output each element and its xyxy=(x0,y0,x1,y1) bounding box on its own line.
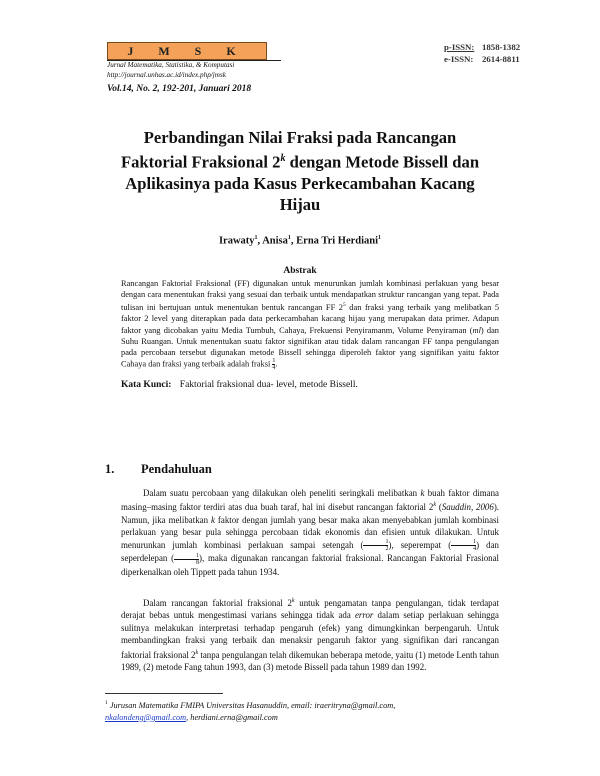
math-sup: k xyxy=(291,598,295,604)
para-text: Dalam rancangan faktorial fraksional 2 xyxy=(143,597,292,608)
para-text: , maka digunakan rancangan faktorial fraksional. Rancangan Faktorial Frasional diperkenalkan oleh Tippett pada tahun 1934. xyxy=(121,553,499,577)
abstract-heading: Abstrak xyxy=(283,266,317,276)
title-line-3: Aplikasinya pada Kasus Perkecambahan Kacang xyxy=(125,173,475,193)
math-var: k xyxy=(420,488,425,498)
author-affil: 1 xyxy=(254,235,258,241)
para-text: , seperempat xyxy=(391,539,449,550)
fraction-denominator: 4 xyxy=(272,365,276,372)
math-sup: k xyxy=(195,649,199,656)
e-issn-label: e-ISSN: xyxy=(444,54,474,64)
author-affil: 1 xyxy=(287,235,291,241)
math-var: k xyxy=(211,514,215,525)
footnote-mark: 1 xyxy=(105,700,108,706)
footnote-rule xyxy=(105,693,223,694)
para-text: ( xyxy=(436,502,442,513)
para-text: dalam setiap perlakuan sehingga sulitnya melakukan interpretasi terhadap pengaruh (efek) yang dimungkinkan berpengaruh. Untuk membandingkan fraksi yang terbaik dan menaksir pengaruh faktor yang signifikan dari rancangan faktorial fraksional 2 xyxy=(121,610,499,660)
author-list xyxy=(100,235,500,247)
fraction-denominator: 4 xyxy=(473,546,477,553)
fraction-denominator: 2 xyxy=(385,546,389,553)
author-name: Erna Tri Herdiani xyxy=(296,235,379,247)
abstract-sup: 5 xyxy=(342,302,346,309)
title-line-2a: Faktorial Fraksional 2 xyxy=(120,152,281,172)
e-issn xyxy=(444,54,520,64)
keywords-label: Kata Kunci: xyxy=(121,380,172,390)
footnote-text: , herdiani.erna@gmail.com xyxy=(186,712,278,722)
footnote-text: Jurusan Matematika FMIPA Universitas Hasanuddin, email: iraeritryna@gmail.com, xyxy=(107,700,396,710)
author-sep: , xyxy=(257,235,263,247)
para-text: Dalam suatu percobaan yang dilakukan oleh peneliti seringkali melibatkan xyxy=(143,488,421,498)
fraction-half xyxy=(363,539,388,552)
author-name: Anisa xyxy=(262,235,288,247)
fraction-quarter xyxy=(451,539,476,552)
abstract-part: dan fraksi yang terbaik yang melibatkan 5 faktor 2 level yang diterapkan pada data perkecambahan kacang hijau yang merupakan data primer. Adapun faktor yang dicobakan yaitu Media Tumbuh, Cahaya, Frekuensi Penyiramanm, Volume Penyiraman ( xyxy=(121,303,500,335)
journal-volume: Vol.14, No. 2, 192-201, Januari 2018 xyxy=(107,84,252,94)
math-sup: k xyxy=(433,502,437,509)
fraction-numerator: 1 xyxy=(174,553,199,560)
fraction-numerator: 1 xyxy=(272,358,276,365)
abstract-end: . xyxy=(275,359,278,369)
intro-paragraph-1: Dalam suatu percobaan yang dilakukan oleh peneliti seringkali melibatkan k buah faktor dimana masing–masing faktor terdiri atas dua buah taraf, hal ini disebut rancangan faktorial 2$^k$ (Sauddin, 2006). Namun, jika melibatkan k faktor dengan jumlah yang besar maka akan menyebabkan jumlah kombinasi perlakuan yang besar pula sehingga percobaan tidak ekonomis dan efisien untuk dilakukan. Untuk menurunkan jumlah kombinasi perlakuan sampai setengah ( $\frac{1}{2}$ ), seperempat ( $\frac{1}{4}$ ) dan seperdelepan ( $\frac{1}{8}$ ), maka digunakan rancangan faktorial fraksional. Rancangan Faktorial Frasional diperkenalkan oleh Tippett pada tahun 1934. xyxy=(121,488,499,577)
fraction-eighth xyxy=(174,553,199,566)
p-issn xyxy=(444,42,521,52)
fraction-denominator: 8 xyxy=(196,559,200,566)
author-name: Irawaty xyxy=(218,235,255,247)
para-text: buah faktor dimana masing–masing faktor terdiri atas dua buah taraf, hal ini disebut rancangan faktorial 2 xyxy=(121,488,499,513)
journal-abbr: J M S K xyxy=(127,44,247,58)
para-text: faktor dengan jumlah yang besar maka akan menyebabkan jumlah kombinasi perlakuan yang besar pula sehingga percobaan tidak ekonomis dan efisien untuk dilakukan. Untuk menurunkan jumlah kombinasi perlakuan sampai setengah xyxy=(121,514,499,550)
keywords-text: Faktorial fraksional dua- level, metode Bissell. xyxy=(179,380,358,390)
citation: Sauddin, 2006 xyxy=(441,502,494,513)
abstract-part: ) dan Suhu Ruangan. Untuk menentukan suatu faktor signifikan atau tidak dalam rancangan FF tanpa pengulangan pada percobaan tersebut digunakan metode Bissell sehingga diperoleh faktor yang signifikan yaitu faktor Cahaya dan fraksi yang terbaik adalah fraksi xyxy=(121,325,499,369)
title-line-4: Hijau xyxy=(279,194,321,214)
section-title: Pendahuluan xyxy=(141,462,212,476)
title-line-2 xyxy=(100,148,500,173)
intro-paragraph-2 xyxy=(121,595,499,673)
journal-url[interactable]: http://journal.unhas.ac.id/index.php/jmsk xyxy=(107,71,226,79)
journal-name: Jurnal Matematika, Statistika, & Komputasi xyxy=(107,61,235,69)
fraction-numerator: 1 xyxy=(451,539,476,546)
author-affil: 1 xyxy=(378,235,382,241)
p-issn-label: p-ISSN: xyxy=(444,42,475,52)
abstract-part: Rancangan Faktorial Fraksional (FF) digunakan untuk menurunkan jumlah kombinasi perlakuan yang besar dengan cara menentukan fraksi yang sesuai dan terbaik untuk mendapatkan struktur rancangan yang tepat. Pada tulisan ini bertujuan untuk menentukan bentuk rancangan FF 2 xyxy=(121,279,499,313)
journal-abbr-box xyxy=(107,42,267,60)
title-line-1: Perbandingan Nilai Fraksi pada Rancangan xyxy=(143,128,457,147)
title-line-2b: dengan Metode Bissell dan xyxy=(285,152,480,172)
footnote xyxy=(105,697,505,724)
math-term: error xyxy=(354,610,374,621)
p-issn-value: 1858-1382 xyxy=(482,42,521,52)
e-issn-value: 2614-8811 xyxy=(482,54,520,64)
para-text: ). Namun, jika melibatkan xyxy=(121,502,499,525)
paper-title xyxy=(100,127,500,215)
title-line-2-sup: k xyxy=(280,153,286,164)
abstract-text xyxy=(121,278,499,371)
fraction-numerator: 1 xyxy=(363,539,388,546)
para-text: tanpa pengulangan telah dikemukan beberapa metode, yaitu (1) metode Lenth tahun 1989, (2) metode Fang tahun 1993, dan (3) metode Bissell pada tahun 1989 dan 1992. xyxy=(121,649,499,672)
keywords xyxy=(121,380,358,390)
author-sep: , xyxy=(290,235,297,247)
section-number: 1. xyxy=(105,462,115,476)
para-text: dan seperdelepan xyxy=(121,539,499,564)
para-text: untuk pengamatan tanpa pengulangan, tidak terdapat derajat bebas untuk mengestimasi varians sehingga tidak ada xyxy=(121,597,500,621)
email-link[interactable]: nkalondeng@gmail.com xyxy=(105,712,187,722)
abstract-unit: ml xyxy=(472,325,481,335)
